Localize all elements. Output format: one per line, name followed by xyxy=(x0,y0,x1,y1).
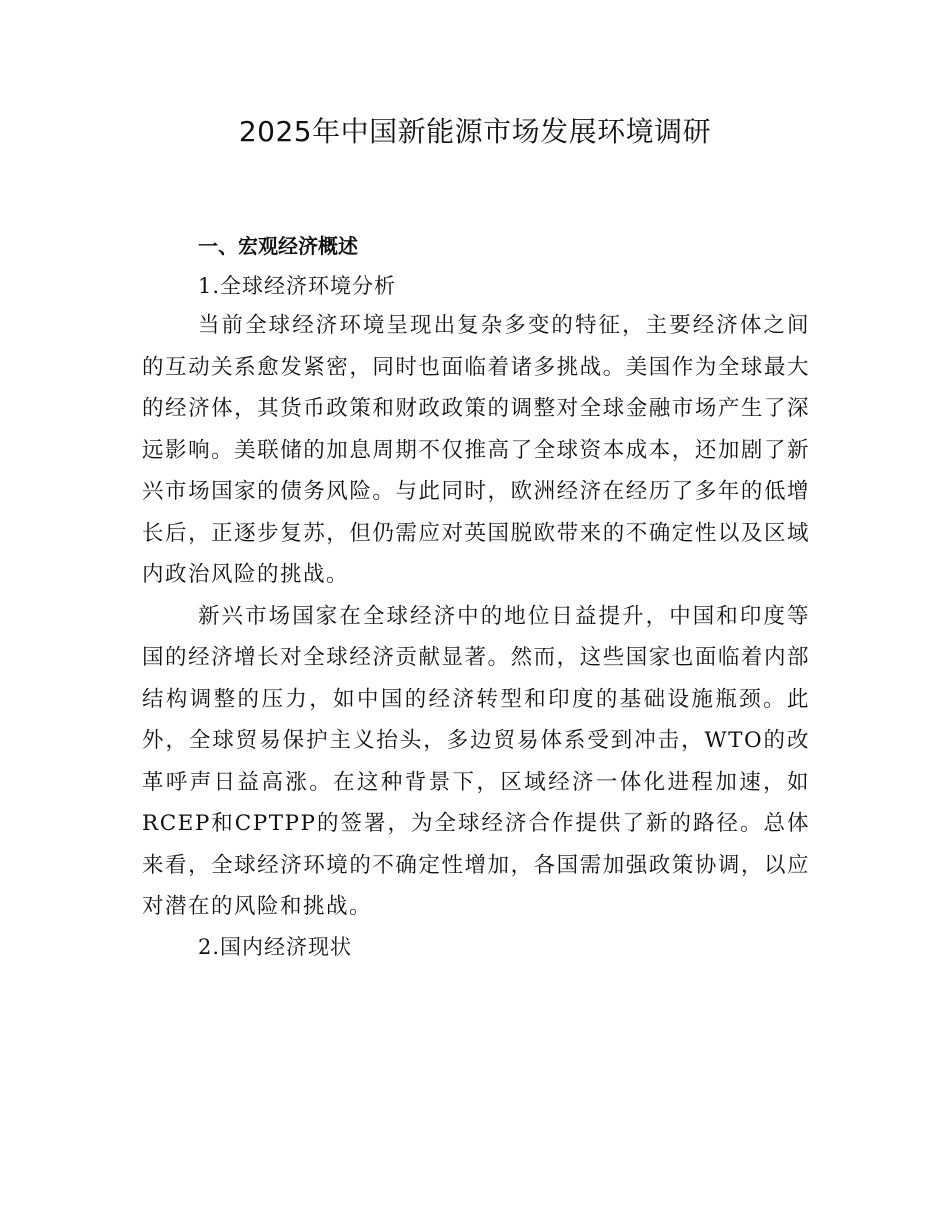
section-heading-macro-economy: 一、宏观经济概述 xyxy=(198,234,358,258)
sub-heading-global-economy: 1.全球经济环境分析 xyxy=(198,274,397,298)
document-title: 2025年中国新能源市场发展环境调研 xyxy=(238,115,712,148)
document-body xyxy=(142,227,810,966)
paragraph-global-economy-1: 当前全球经济环境呈现出复杂多变的特征，主要经济体之间的互动关系愈发紧密，同时也面临着诸多挑战。美国作为全球最大的经济体，其货币政策和财政政策的调整对全球金融市场产生了深远影响。美联储的加息周期不仅推高了全球资本成本，还加剧了新兴市场国家的债务风险。与此同时，欧洲经济在经历了多年的低增长后，正逐步复苏，但仍需应对英国脱欧带来的不确定性以及区域内政治风险的挑战。 xyxy=(142,313,810,587)
paragraph-global-economy-2: 新兴市场国家在全球经济中的地位日益提升，中国和印度等国的经济增长对全球经济贡献显著。然而，这些国家也面临着内部结构调整的压力，如中国的经济转型和印度的基础设施瓶颈。此外，全球贸易保护主义抬头，多边贸易体系受到冲击，WTO的改革呼声日益高涨。在这种背景下，区域经济一体化进程加速，如RCEP和CPTPP的签署，为全球经济合作提供了新的路径。总体来看，全球经济环境的不确定性增加，各国需加强政策协调，以应对潜在的风险和挑战。 xyxy=(142,603,810,919)
sub-heading-domestic-economy: 2.国内经济现状 xyxy=(198,934,353,959)
